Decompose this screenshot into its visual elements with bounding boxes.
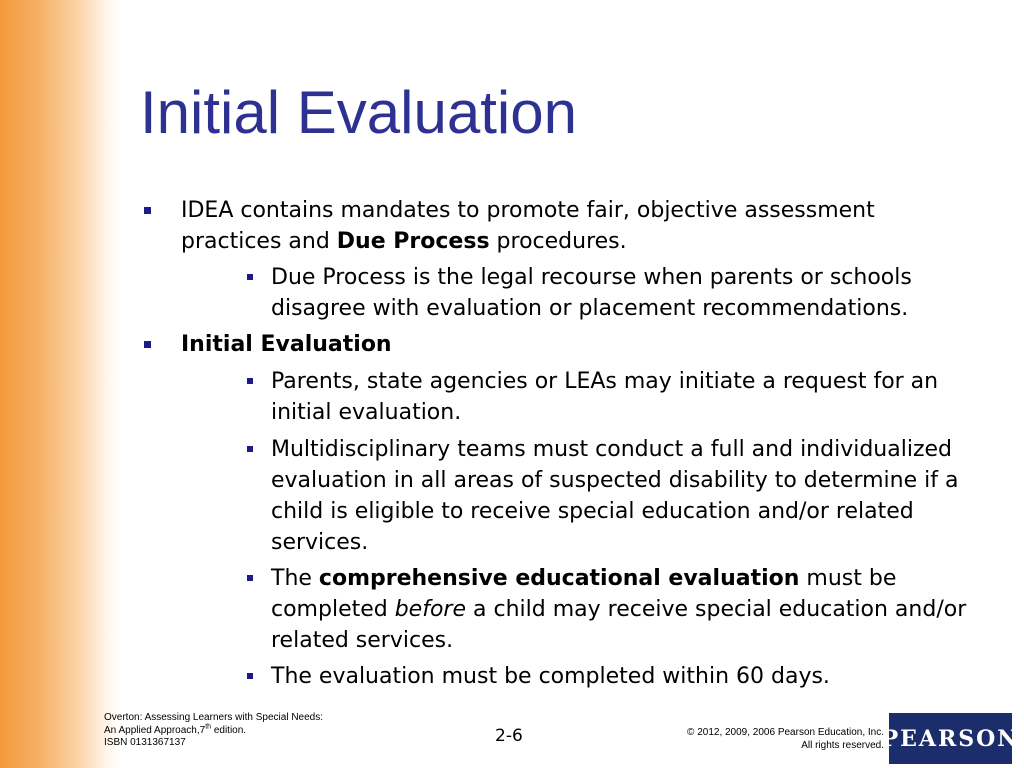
subbullet-sixty-days [271,661,971,692]
bullet-initial-evaluation [181,329,921,360]
bullet-text: a child may receive special education and/or related services. [271,597,967,653]
bullet-text: The evaluation must be completed within 60 days. [271,664,830,689]
citation-line [104,725,323,738]
square-bullet-icon [247,575,253,581]
copyright-line: All rights reserved. [801,740,884,751]
footer-copyright [687,726,884,752]
logo-text: PEARSON [881,725,1020,752]
square-bullet-icon [144,341,151,348]
square-bullet-icon [144,207,151,214]
bullet-text: Due Process is the legal recourse when parents or schools disagree with evaluation or placement recommendations. [271,265,912,321]
subbullet-parents-request [271,366,971,428]
bullet-bold-text: comprehensive educational evaluation [318,566,800,591]
page-number: 2-6 [495,726,523,746]
copyright-line: © 2012, 2009, 2006 Pearson Education, Inc. [687,727,884,738]
square-bullet-icon [247,673,253,679]
bullet-bold-text: Initial Evaluation [181,332,392,357]
bullet-text: IDEA contains mandates to promote fair, objective assessment practices and [181,198,875,254]
square-bullet-icon [247,378,253,384]
bullet-text: procedures. [489,229,627,254]
subbullet-due-process [271,262,961,324]
bullet-idea-mandates [181,195,921,257]
citation-line: ISBN 0131367137 [104,737,186,748]
subbullet-multidisciplinary-teams [271,434,981,558]
slide-title: Initial Evaluation [140,79,577,146]
citation-line: Overton: Assessing Learners with Special Needs: [104,712,323,723]
bullet-text: must be completed [271,566,897,622]
citation-text: An Applied Approach,7 [104,724,206,736]
bullet-italic-text: before [394,597,467,622]
square-bullet-icon [247,446,253,452]
pearson-logo [881,713,1020,764]
footer-citation [104,712,323,750]
subbullet-comprehensive-evaluation [271,563,991,656]
bullet-text: Parents, state agencies or LEAs may initiate a request for an initial evaluation. [271,369,939,425]
citation-superscript: th [205,723,212,731]
bullet-text: The [271,566,319,591]
bullet-text: Multidisciplinary teams must conduct a full and individualized evaluation in all areas of suspected disability to determine if a child is eligible to receive special education and/or related services. [271,437,959,555]
bullet-bold-text: Due Process [336,229,490,254]
square-bullet-icon [247,274,253,280]
citation-text: edition. [211,724,247,736]
